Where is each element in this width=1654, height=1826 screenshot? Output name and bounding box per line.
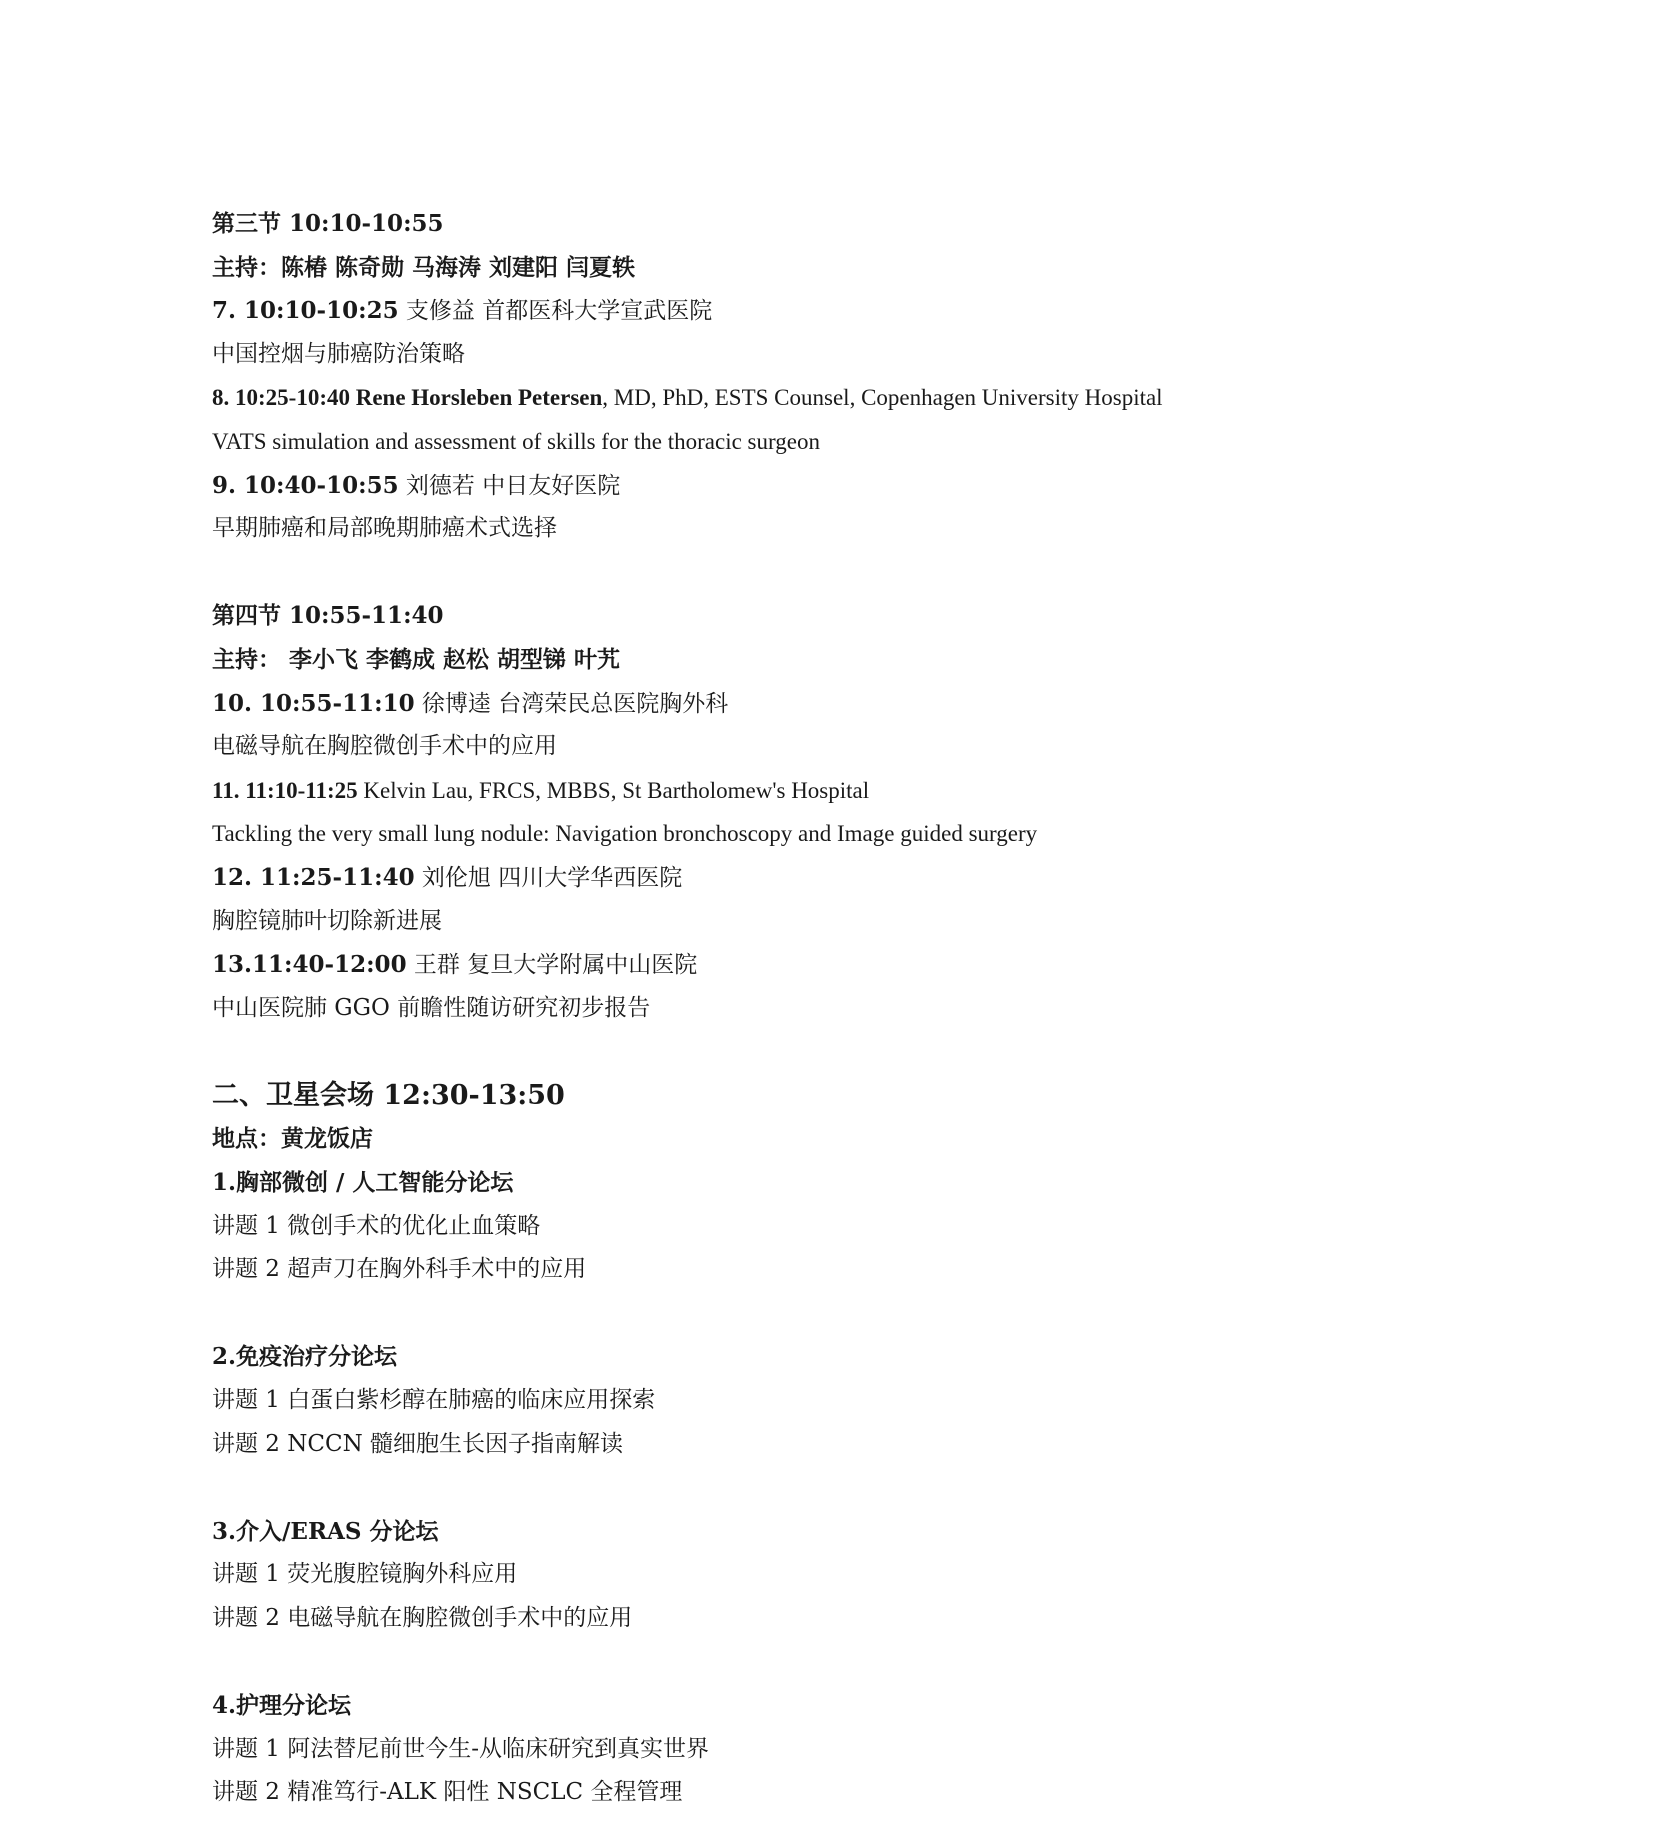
talk-speaker: 王群 复旦大学附属中山医院 bbox=[406, 952, 698, 979]
talk-12-line bbox=[212, 856, 1512, 900]
forum-topic: 讲题 1 荧光腹腔镜胸外科应用 bbox=[212, 1561, 518, 1588]
spacer bbox=[212, 1292, 1512, 1336]
talk-speaker: 刘伦旭 四川大学华西医院 bbox=[414, 864, 683, 891]
talk-topic: 胸腔镜肺叶切除新进展 bbox=[212, 907, 442, 934]
talk-speaker: 支修益 首都医科大学宣武医院 bbox=[398, 298, 713, 325]
talk-topic: 电磁导航在胸腔微创手术中的应用 bbox=[212, 733, 557, 760]
talk-speaker: Kelvin Lau, FRCS, MBBS, St Bartholomew's Hospital bbox=[357, 777, 870, 803]
satellite-location: 地点：黄龙饭店 bbox=[212, 1125, 373, 1153]
section-3-title: 第三节 10:10-10:55 bbox=[212, 210, 444, 237]
forum-topic: 讲题 2 NCCN 髓细胞生长因子指南解读 bbox=[212, 1430, 624, 1457]
forum-topic: 讲题 1 微创手术的优化止血策略 bbox=[212, 1212, 541, 1239]
talk-time: 10. 10:55-11:10 bbox=[212, 689, 415, 717]
forum-1-name: 1.胸部微创 / 人工智能分论坛 bbox=[212, 1169, 514, 1197]
talk-time: 9. 10:40-10:55 bbox=[212, 471, 399, 499]
spacer bbox=[212, 551, 1512, 595]
talk-8-line bbox=[212, 376, 1512, 420]
talk-time: 7. 10:10-10:25 bbox=[212, 297, 399, 325]
spacer bbox=[212, 1641, 1512, 1685]
talk-13-line bbox=[212, 943, 1512, 987]
spacer bbox=[212, 1030, 1512, 1074]
talk-speaker: 徐博逵 台湾荣民总医院胸外科 bbox=[414, 690, 729, 717]
talk-topic: VATS simulation and assessment of skills for the thoracic surgeon bbox=[212, 428, 820, 454]
forum-topic: 讲题 1 白蛋白紫杉醇在肺癌的临床应用探索 bbox=[212, 1387, 656, 1414]
forum-topic: 讲题 1 阿法替尼前世今生-从临床研究到真实世界 bbox=[212, 1735, 710, 1762]
talk-7-line bbox=[212, 289, 1512, 333]
forum-topic: 讲题 2 超声刀在胸外科手术中的应用 bbox=[212, 1256, 587, 1283]
talk-time: 8. 10:25-10:40 Rene Horsleben Petersen bbox=[212, 385, 603, 411]
forum-2-name: 2.免疫治疗分论坛 bbox=[212, 1343, 398, 1371]
section-4-title: 第四节 10:55-11:40 bbox=[212, 602, 444, 630]
talk-10-line bbox=[212, 682, 1512, 726]
talk-speaker: 刘德若 中日友好医院 bbox=[398, 472, 621, 499]
forum-3-name: 3.介入/ERAS 分论坛 bbox=[212, 1517, 439, 1545]
talk-time: 11. 11:10-11:25 bbox=[212, 777, 358, 803]
talk-11-line bbox=[212, 769, 1512, 813]
talk-topic: 中国控烟与肺癌防治策略 bbox=[212, 340, 465, 367]
forum-topic: 讲题 2 精准笃行-ALK 阳性 NSCLC 全程管理 bbox=[212, 1779, 683, 1806]
satellite-title: 二、卫星会场 12:30-13:50 bbox=[212, 1079, 565, 1111]
talk-9-line bbox=[212, 464, 1512, 508]
talk-speaker: , MD, PhD, ESTS Counsel, Copenhagen University Hospital bbox=[602, 385, 1163, 411]
forum-4-name: 4.护理分论坛 bbox=[212, 1692, 352, 1720]
talk-time: 13.11:40-12:00 bbox=[212, 951, 407, 979]
section-4-hosts: 主持： 李小飞 李鹤成 赵松 胡型锑 叶艽 bbox=[212, 645, 621, 673]
program-page bbox=[212, 202, 1512, 1815]
talk-topic: 早期肺癌和局部晚期肺癌术式选择 bbox=[212, 515, 557, 542]
section-3-hosts: 主持：陈椿 陈奇勋 马海涛 刘建阳 闫夏轶 bbox=[212, 253, 636, 281]
spacer bbox=[212, 1466, 1512, 1510]
talk-topic: 中山医院肺 GGO 前瞻性随访研究初步报告 bbox=[212, 994, 651, 1021]
forum-topic: 讲题 2 电磁导航在胸腔微创手术中的应用 bbox=[212, 1605, 633, 1631]
talk-topic: Tackling the very small lung nodule: Navigation bronchoscopy and Image guided surgery bbox=[212, 821, 1038, 847]
talk-time: 12. 11:25-11:40 bbox=[212, 863, 415, 891]
